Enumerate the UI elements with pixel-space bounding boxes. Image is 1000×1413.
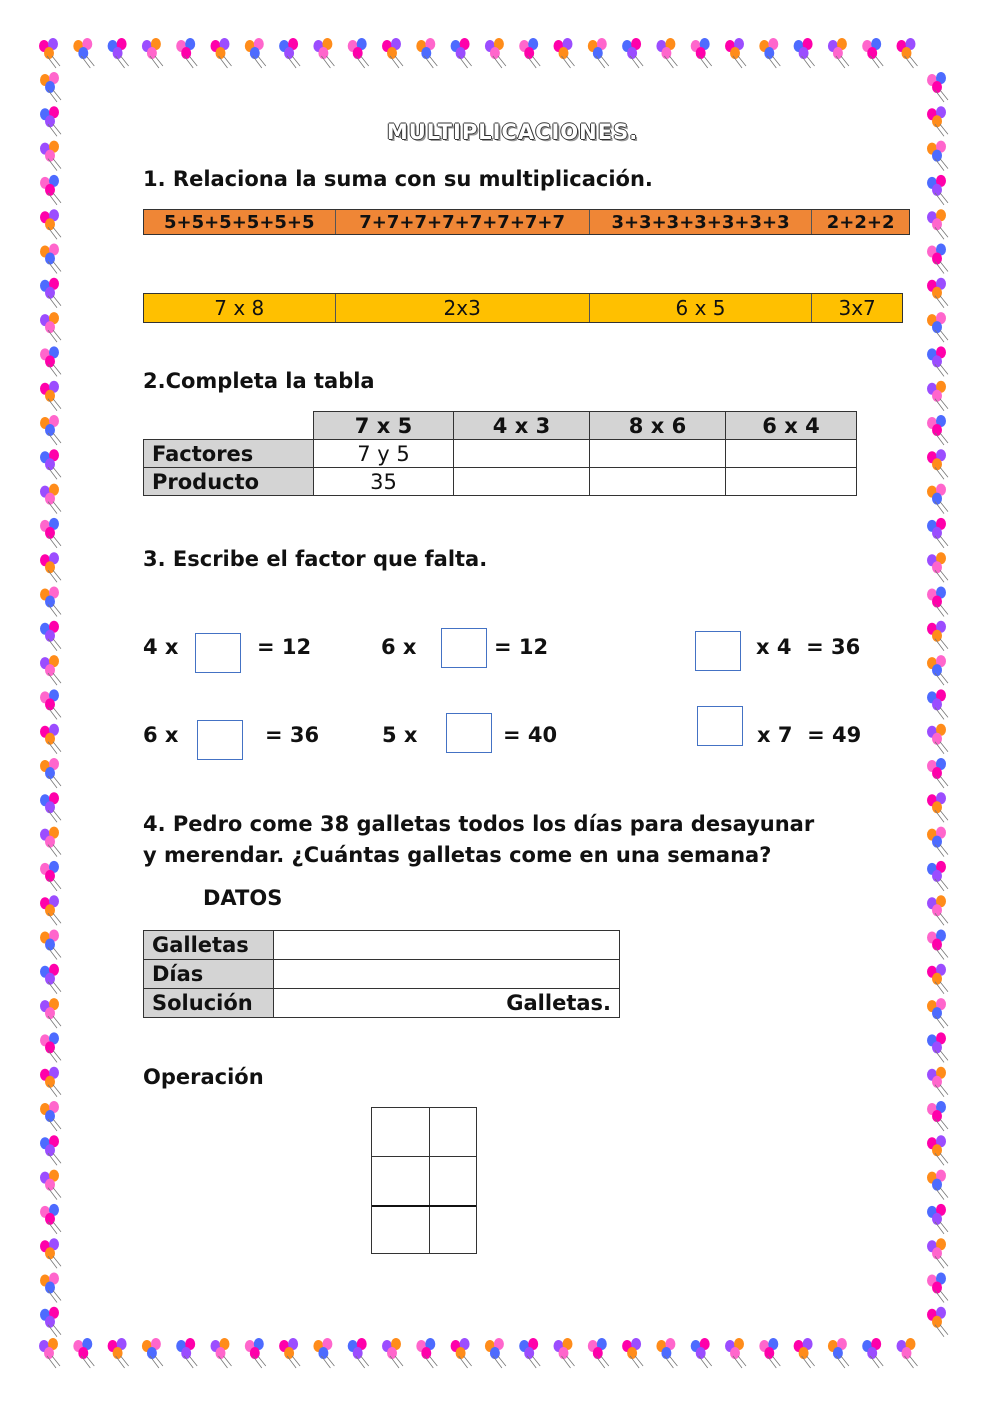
- balloon-icon: [40, 244, 61, 274]
- balloon-icon: [485, 38, 506, 68]
- sum-cell[interactable]: 5+5+5+5+5+5: [144, 210, 336, 234]
- balloon-icon: [40, 449, 61, 479]
- balloon-icon: [40, 484, 61, 514]
- balloon-icon: [40, 861, 61, 891]
- balloon-icon: [828, 1338, 849, 1368]
- row-label: Galletas: [144, 931, 274, 960]
- balloon-icon: [382, 1338, 403, 1368]
- balloon-icon: [40, 381, 61, 411]
- balloon-icon: [927, 278, 948, 308]
- balloon-icon: [40, 758, 61, 788]
- balloon-icon: [40, 792, 61, 822]
- table-row: [144, 931, 620, 960]
- balloon-icon: [39, 38, 60, 68]
- balloon-icon: [927, 1307, 948, 1337]
- column-header: 6 x 4: [726, 412, 857, 440]
- balloon-icon: [927, 758, 948, 788]
- datos-table: [143, 930, 620, 1018]
- balloon-icon: [40, 72, 61, 102]
- balloon-icon: [40, 895, 61, 925]
- balloon-icon: [794, 1338, 815, 1368]
- balloon-icon: [40, 1307, 61, 1337]
- balloon-icon: [927, 1204, 948, 1234]
- balloon-icon: [313, 38, 334, 68]
- table-cell[interactable]: [590, 440, 726, 468]
- balloon-icon: [927, 346, 948, 376]
- balloon-icon: [554, 38, 575, 68]
- equation-suffix: x 7 = 49: [757, 723, 862, 747]
- balloon-icon: [927, 587, 948, 617]
- balloon-icon: [897, 1338, 918, 1368]
- balloon-icon: [927, 449, 948, 479]
- section3-heading: 3. Escribe el factor que falta.: [143, 547, 488, 571]
- balloon-icon: [40, 141, 61, 171]
- balloon-icon: [211, 38, 232, 68]
- balloon-icon: [794, 38, 815, 68]
- equation-prefix: 4 x: [143, 635, 179, 659]
- grid-line: [429, 1108, 430, 1253]
- balloon-icon: [40, 1170, 61, 1200]
- column-header: 4 x 3: [454, 412, 590, 440]
- balloon-icon: [40, 278, 61, 308]
- product-cell[interactable]: 2x3: [336, 294, 590, 322]
- balloon-icon: [622, 1338, 643, 1368]
- equation-suffix: = 40: [503, 723, 558, 747]
- sum-cell[interactable]: 2+2+2: [826, 211, 895, 233]
- balloon-icon: [451, 1338, 472, 1368]
- page-title: MULTIPLICACIONES.: [386, 120, 639, 144]
- balloon-icon: [40, 930, 61, 960]
- row-label: Días: [144, 960, 274, 989]
- balloon-icon: [927, 655, 948, 685]
- balloon-icon: [927, 621, 948, 651]
- balloon-icon: [40, 827, 61, 857]
- grid-line: [372, 1156, 476, 1157]
- balloon-icon: [927, 552, 948, 582]
- balloon-icon: [40, 415, 61, 445]
- balloon-icon: [656, 38, 677, 68]
- balloon-icon: [40, 1067, 61, 1097]
- column-header: 8 x 6: [590, 412, 726, 440]
- table-cell[interactable]: [726, 468, 857, 496]
- balloon-icon: [927, 1170, 948, 1200]
- balloon-icon: [588, 1338, 609, 1368]
- balloon-icon: [40, 1204, 61, 1234]
- balloon-icon: [40, 587, 61, 617]
- balloon-icon: [40, 346, 61, 376]
- balloon-icon: [40, 209, 61, 239]
- balloon-icon: [927, 244, 948, 274]
- product-cell[interactable]: 6 x 5: [590, 294, 812, 322]
- balloon-icon: [927, 209, 948, 239]
- balloon-icon: [691, 38, 712, 68]
- balloon-icon: [451, 38, 472, 68]
- balloon-icon: [828, 38, 849, 68]
- table-cell[interactable]: [726, 440, 857, 468]
- balloon-icon: [416, 1338, 437, 1368]
- table-cell[interactable]: [454, 440, 590, 468]
- balloon-icon: [927, 1032, 948, 1062]
- balloon-icon: [382, 38, 403, 68]
- balloon-icon: [73, 1338, 94, 1368]
- balloon-icon: [927, 930, 948, 960]
- row-label: Factores: [144, 440, 314, 468]
- equation-prefix: 5 x: [382, 723, 418, 747]
- balloon-icon: [927, 724, 948, 754]
- balloon-icon: [927, 518, 948, 548]
- balloon-icon: [725, 1338, 746, 1368]
- balloon-icon: [40, 312, 61, 342]
- balloon-icon: [348, 1338, 369, 1368]
- balloon-icon: [927, 827, 948, 857]
- balloon-icon: [279, 38, 300, 68]
- balloon-icon: [927, 72, 948, 102]
- balloon-icon: [485, 1338, 506, 1368]
- problem-line-2: y merendar. ¿Cuántas galletas come en una semana?: [143, 843, 772, 867]
- column-header: 7 x 5: [314, 412, 454, 440]
- balloon-icon: [40, 1101, 61, 1131]
- balloon-icon: [40, 998, 61, 1028]
- answer-box[interactable]: [441, 628, 487, 668]
- section1-heading: 1. Relaciona la suma con su multiplicación.: [143, 167, 653, 191]
- balloon-icon: [348, 38, 369, 68]
- balloon-icon: [245, 38, 266, 68]
- balloon-icon: [927, 312, 948, 342]
- balloon-icon: [108, 1338, 129, 1368]
- balloon-icon: [927, 1238, 948, 1268]
- table-row: [144, 440, 857, 468]
- table-row: [144, 468, 857, 496]
- empty-corner: [144, 412, 314, 440]
- balloon-icon: [40, 1238, 61, 1268]
- balloon-icon: [927, 1067, 948, 1097]
- balloon-icon: [691, 1338, 712, 1368]
- row-label: Solución: [144, 989, 274, 1018]
- balloon-icon: [40, 689, 61, 719]
- balloon-icon: [245, 1338, 266, 1368]
- datos-label: DATOS: [203, 886, 283, 910]
- balloon-icon: [927, 1273, 948, 1303]
- balloon-icon: [40, 1032, 61, 1062]
- balloon-icon: [40, 621, 61, 651]
- sum-cell[interactable]: 3+3+3+3+3+3+3: [590, 210, 812, 234]
- operation-label: Operación: [143, 1065, 264, 1089]
- balloon-icon: [40, 655, 61, 685]
- balloon-icon: [759, 1338, 780, 1368]
- equation-suffix: x 4 = 36: [756, 635, 861, 659]
- balloon-icon: [622, 38, 643, 68]
- balloon-icon: [519, 1338, 540, 1368]
- products-row: [143, 293, 903, 323]
- section2-heading: 2.Completa la tabla: [143, 369, 375, 393]
- balloon-icon: [759, 38, 780, 68]
- answer-cell[interactable]: [274, 931, 620, 960]
- sums-row: [143, 209, 910, 235]
- balloon-icon: [927, 689, 948, 719]
- balloon-icon: [416, 38, 437, 68]
- table-cell[interactable]: 7 y 5: [314, 440, 454, 468]
- balloon-icon: [927, 792, 948, 822]
- balloon-icon: [554, 1338, 575, 1368]
- balloon-icon: [313, 1338, 334, 1368]
- equation-suffix: = 12: [257, 635, 312, 659]
- equation-prefix: 6 x: [381, 635, 417, 659]
- balloon-icon: [927, 861, 948, 891]
- equation-suffix: = 36: [265, 723, 320, 747]
- balloon-icon: [927, 964, 948, 994]
- equation-suffix: = 12: [494, 635, 549, 659]
- balloon-icon: [927, 415, 948, 445]
- balloon-icon: [108, 38, 129, 68]
- balloon-icon: [588, 38, 609, 68]
- result-line: [372, 1205, 476, 1207]
- answer-box[interactable]: [197, 720, 243, 760]
- balloon-icon: [519, 38, 540, 68]
- balloon-icon: [40, 724, 61, 754]
- balloon-icon: [40, 964, 61, 994]
- balloon-icon: [656, 1338, 677, 1368]
- balloon-icon: [927, 484, 948, 514]
- answer-box[interactable]: [446, 713, 492, 753]
- balloon-icon: [927, 998, 948, 1028]
- balloon-icon: [211, 1338, 232, 1368]
- balloon-icon: [862, 1338, 883, 1368]
- answer-box[interactable]: [697, 706, 743, 746]
- complete-table: [143, 411, 857, 496]
- balloon-icon: [927, 895, 948, 925]
- balloon-icon: [897, 38, 918, 68]
- answer-box[interactable]: [695, 631, 741, 671]
- balloon-icon: [40, 552, 61, 582]
- balloon-icon: [927, 141, 948, 171]
- balloon-icon: [73, 38, 94, 68]
- balloon-icon: [279, 1338, 300, 1368]
- table-row: [144, 960, 620, 989]
- answer-cell[interactable]: [274, 960, 620, 989]
- balloon-icon: [40, 518, 61, 548]
- table-cell[interactable]: 35: [314, 468, 454, 496]
- product-cell[interactable]: 3x7: [838, 296, 876, 320]
- problem-line-1: 4. Pedro come 38 galletas todos los días para desayunar: [143, 812, 815, 836]
- balloon-icon: [176, 38, 197, 68]
- balloon-icon: [927, 1135, 948, 1165]
- balloon-icon: [40, 1135, 61, 1165]
- balloon-icon: [40, 1273, 61, 1303]
- balloon-icon: [927, 175, 948, 205]
- balloon-icon: [862, 38, 883, 68]
- equation-prefix: 6 x: [143, 723, 179, 747]
- table-cell[interactable]: [590, 468, 726, 496]
- row-label: Producto: [144, 468, 314, 496]
- table-cell[interactable]: [454, 468, 590, 496]
- balloon-icon: [40, 175, 61, 205]
- sum-cell[interactable]: 7+7+7+7+7+7+7+7: [336, 210, 590, 234]
- balloon-icon: [142, 1338, 163, 1368]
- balloon-icon: [142, 38, 163, 68]
- balloon-icon: [927, 1101, 948, 1131]
- balloon-icon: [39, 1338, 60, 1368]
- product-cell[interactable]: 7 x 8: [144, 294, 336, 322]
- balloon-icon: [176, 1338, 197, 1368]
- balloon-icon: [725, 38, 746, 68]
- answer-box[interactable]: [195, 633, 241, 673]
- answer-cell[interactable]: Galletas.: [274, 989, 620, 1018]
- table-row: [144, 989, 620, 1018]
- balloon-icon: [927, 381, 948, 411]
- operation-grid[interactable]: [371, 1107, 477, 1254]
